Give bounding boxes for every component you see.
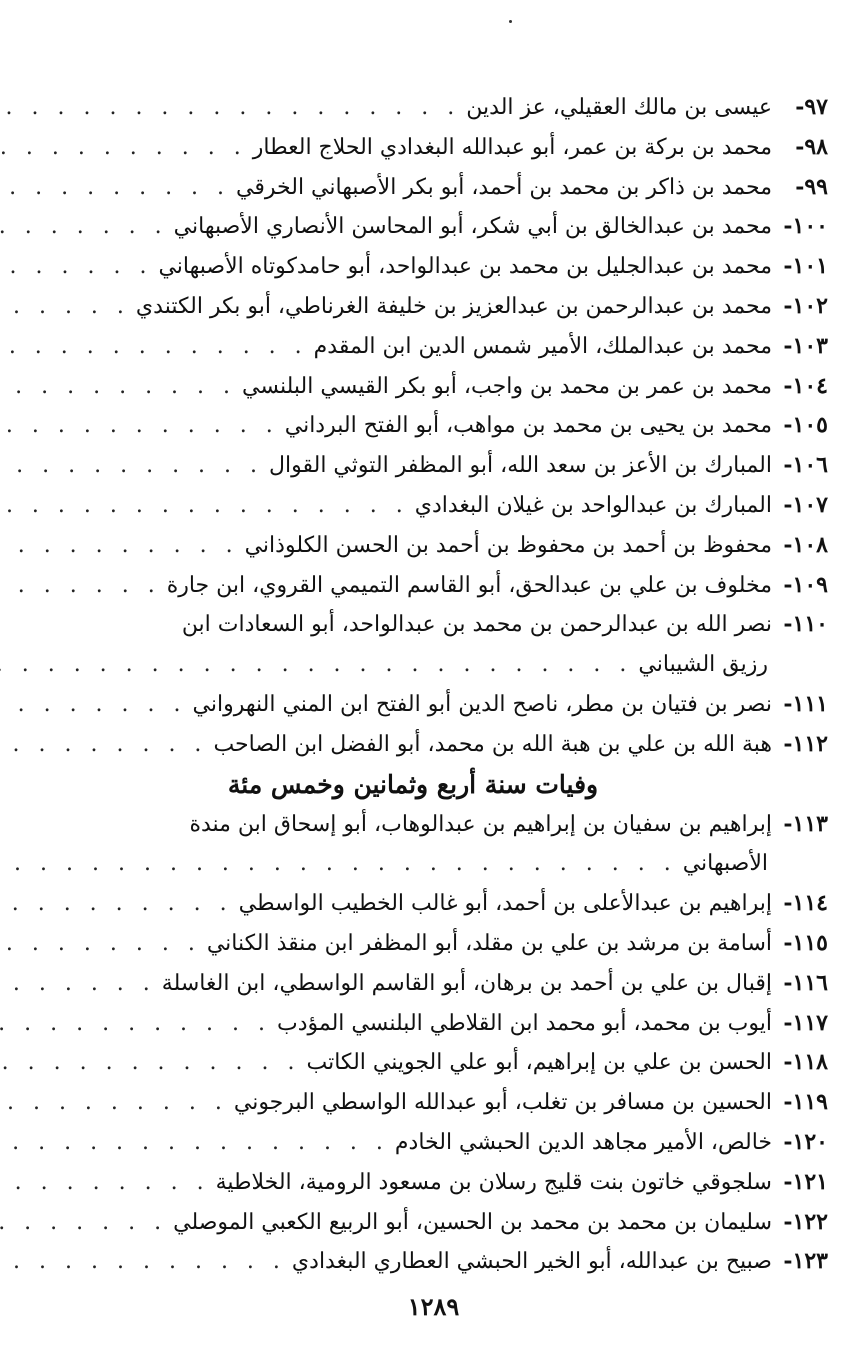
entry-title-continued: رزيق الشيباني [638,652,768,678]
entries-group-2 [88,685,828,765]
entry-title: المبارك بن عبدالواحد بن غيلان البغدادي [414,492,772,518]
entry-number: ١٠٥- [783,412,828,439]
toc-entry[interactable] [88,406,828,446]
toc-entry[interactable] [88,685,828,725]
entry-title: نصر بن فتيان بن مطر، ناصح الدين أبو الفتح ابن المني النهرواني [192,691,772,717]
leader-dots [0,566,167,606]
entries-group-1 [88,88,828,605]
toc-entry-110[interactable] [88,605,828,645]
entry-title: الحسين بن مسافر بن تغلب، أبو عبدالله الواسطي البرجوني [233,1090,772,1116]
entry-number: ١٠٤- [783,372,828,399]
entry-number: ١١١- [783,690,828,717]
toc-entry-110-continuation[interactable] [88,645,828,685]
entry-title: هبة الله بن علي بن هبة الله بن محمد، أبو الفضل ابن الصاحب [213,731,772,757]
entry-title: سلجوقي خاتون بنت قليج رسلان بن مسعود الرومية، الخلاطية [215,1169,772,1195]
toc-entry[interactable] [88,446,828,486]
entry-title-continued: الأصبهاني [682,851,768,877]
entry-number: ١٠٠- [783,213,828,240]
leader-dots [0,128,253,168]
entry-number: ١٠٢- [783,292,828,319]
toc-entry-113[interactable] [88,805,828,845]
leader-dots [0,1123,395,1163]
entry-title: نصر الله بن عبدالرحمن بن محمد بن عبدالواحد، أبو السعادات ابن [181,612,772,638]
entry-number: ١٢٣- [783,1248,828,1275]
toc-entry[interactable] [88,327,828,367]
leader-dots [0,446,269,486]
entry-number: ١١٢- [783,730,828,757]
entries-group-3 [88,884,828,1282]
leader-dots [0,1242,292,1282]
leader-dots [0,486,415,526]
entry-number: ١١٣- [783,810,828,837]
leader-dots [0,1203,173,1243]
leader-dots [0,844,683,884]
entry-title: المبارك بن الأعز بن سعد الله، أبو المظفر التوثي القوال [269,453,772,479]
entry-title: محمد بن ذاكر بن محمد بن أحمد، أبو بكر الأصبهاني الخرقي [236,174,772,200]
leader-dots [0,645,638,685]
toc-entry[interactable] [88,725,828,765]
toc-entry[interactable] [88,168,828,208]
toc-entry[interactable] [88,1083,828,1123]
leader-dots [0,88,466,128]
entry-number: ١٢٢- [783,1208,828,1235]
entry-number: ١٢١- [783,1168,828,1195]
toc-entry[interactable] [88,287,828,327]
entry-title: إبراهيم بن عبدالأعلى بن أحمد، أبو غالب الخطيب الواسطي [238,891,772,917]
entry-number: ٩٩- [795,173,828,200]
toc-entry[interactable] [88,1242,828,1282]
entry-number: ١٠٩- [783,571,828,598]
entry-title: محمد بن عبدالخالق بن أبي شكر، أبو المحاسن الأنصاري الأصبهاني [173,214,772,240]
leader-dots [0,1163,216,1203]
entry-title: إبراهيم بن سفيان بن إبراهيم بن عبدالوهاب، أبو إسحاق ابن مندة [189,811,772,837]
entry-title: محفوظ بن أحمد بن محفوظ بن أحمد بن الحسن الكلوذاني [244,532,772,558]
entry-number: ٩٧- [795,94,828,120]
leader-dots [0,327,314,367]
leader-dots [0,725,213,765]
table-of-contents [88,88,828,1282]
entry-number: ١٠١- [783,253,828,280]
leader-dots [0,685,193,725]
entry-number: ١٠٧- [783,491,828,518]
entry-number: ١٠٨- [783,531,828,558]
toc-entry[interactable] [88,1123,828,1163]
entry-title: إقبال بن علي بن أحمد بن برهان، أبو القاسم الواسطي، ابن الغاسلة [161,970,772,996]
leader-dots [0,924,207,964]
toc-entry[interactable] [88,367,828,407]
section-heading: وفيات سنة أربع وثمانين وخمس مئة [227,769,599,799]
entry-title: أيوب بن محمد، أبو محمد ابن القلاطي البلنسي المؤدب [277,1010,772,1036]
entry-title: الحسن بن علي بن إبراهيم، أبو علي الجويني الكاتب [306,1050,772,1076]
entry-number: ١١٠- [783,611,828,638]
toc-entry[interactable] [88,207,828,247]
entry-number: ١٢٠- [783,1128,828,1155]
entry-number: ١٠٦- [783,452,828,479]
toc-entry[interactable] [88,1043,828,1083]
print-speck [509,20,512,23]
toc-entry[interactable] [88,486,828,526]
toc-entry[interactable] [88,884,828,924]
toc-entry[interactable] [88,1203,828,1243]
toc-entry[interactable] [88,526,828,566]
entry-title: محمد بن عمر بن محمد بن واجب، أبو بكر القيسي البلنسي [242,373,772,399]
entry-number: ١٠٣- [783,332,828,359]
entry-title: صبيح بن عبدالله، أبو الخير الحبشي العطاري البغدادي [291,1249,772,1275]
toc-entry[interactable] [88,1004,828,1044]
entry-number: ١١٧- [783,1009,828,1036]
entry-title: أسامة بن مرشد بن علي بن مقلد، أبو المظفر ابن منقذ الكناني [206,930,772,956]
leader-dots [0,884,239,924]
leader-dots [0,247,158,287]
leader-dots [0,526,245,566]
leader-dots [0,367,242,407]
entry-number: ١١٨- [783,1049,828,1076]
entry-title: محمد بن عبدالرحمن بن عبدالعزيز بن خليفة الغرناطي، أبو بكر الكتندي [135,293,772,319]
entry-title: خالص، الأمير مجاهد الدين الحبشي الخادم [394,1129,772,1155]
leader-dots [0,287,136,327]
entry-title: عيسى بن مالك العقيلي، عز الدين [466,95,772,120]
entry-title: مخلوف بن علي بن عبدالحق، أبو القاسم التميمي القروي، ابن جارة [166,572,772,598]
leader-dots [0,1043,306,1083]
entry-number: ١١٤- [783,890,828,917]
entry-title: محمد بن بركة بن عمر، أبو عبدالله البغدادي الحلاج العطار [252,134,772,160]
toc-entry[interactable] [88,247,828,287]
entry-number: ٩٨- [795,133,828,160]
leader-dots [0,168,236,208]
toc-entry[interactable] [88,128,828,168]
toc-entry[interactable] [88,88,828,128]
toc-entry[interactable] [88,964,828,1004]
entry-title: سليمان بن محمد بن محمد بن الحسين، أبو الربيع الكعبي الموصلي [173,1209,772,1235]
entry-number: ١١٥- [783,929,828,956]
entry-title: محمد بن عبدالملك، الأمير شمس الدين ابن المقدم [313,333,772,359]
toc-entry[interactable] [88,924,828,964]
toc-entry-113-continuation[interactable] [88,844,828,884]
leader-dots [0,1004,277,1044]
toc-entry[interactable] [88,566,828,606]
entry-number: ١١٦- [783,969,828,996]
entry-number: ١١٩- [783,1089,828,1116]
folio-page-number: ١٢٨٩ [407,1292,460,1321]
leader-dots [0,1083,234,1123]
entry-title: محمد بن يحيى بن محمد بن مواهب، أبو الفتح البرداني [284,413,772,439]
leader-dots [0,207,174,247]
leader-dots [0,964,162,1004]
entry-title: محمد بن عبدالجليل بن محمد بن عبدالواحد، أبو حامدكوتاه الأصبهاني [158,254,772,280]
toc-entry[interactable] [88,1163,828,1203]
leader-dots [0,406,285,446]
